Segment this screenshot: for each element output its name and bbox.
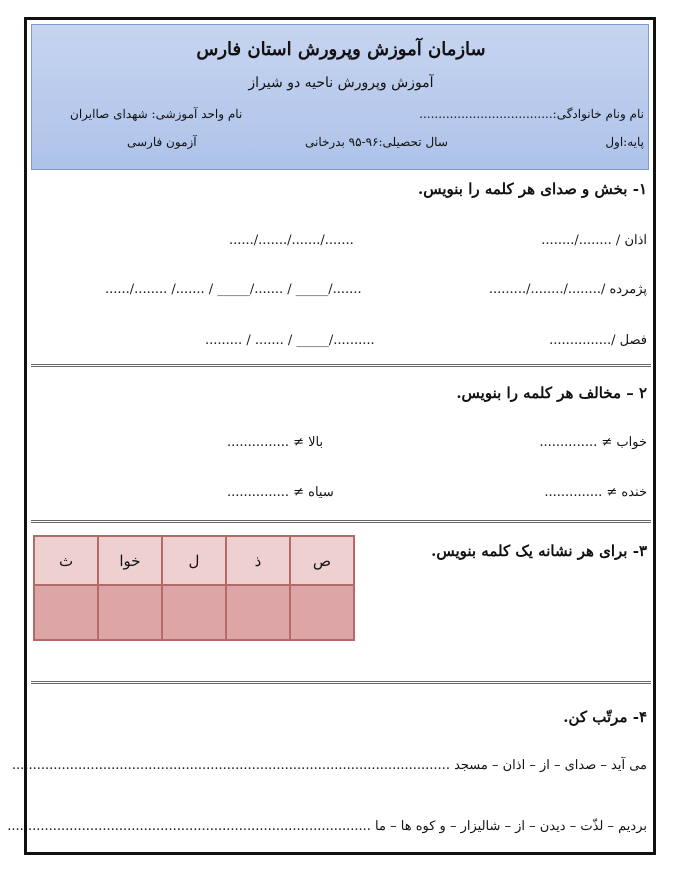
letter-cell: ص [290, 536, 354, 585]
q2-row2-right[interactable]: خنده ≠ .............. [544, 485, 647, 500]
header-title: سازمان آموزش وپرورش استان فارس [196, 39, 486, 60]
separator [31, 364, 651, 367]
q1-line3-left[interactable]: ........../_____ / ....... / ......... [205, 333, 375, 348]
q1-line2-right[interactable]: پژمرده /......../......../......... [488, 282, 647, 297]
letter-cell: خوا [98, 536, 162, 585]
letter-cell: ث [34, 536, 98, 585]
separator [31, 681, 651, 684]
q2-row1-right[interactable]: خواب ≠ .............. [539, 435, 647, 450]
header-box [31, 24, 649, 170]
grade-label: پایه:اول [605, 135, 644, 149]
q4-title: ۴- مرتّب کن. [563, 708, 647, 726]
q2-title: ۲ – مخالف هر کلمه را بنویس. [456, 384, 647, 402]
answer-cell[interactable] [98, 585, 162, 640]
q1-line1-right[interactable]: اذان / ......../........ [541, 233, 647, 248]
letter-cell: ذ [226, 536, 290, 585]
q1-line2-left[interactable]: ......./_____ / ......./_____ / ......./ ......../...... [105, 282, 362, 297]
q1-line1-left[interactable]: ......./......./......./...... [229, 233, 354, 248]
q4-line2[interactable]: بردیم – لذّت – دیدن – از – شالیزار – و کوه ها – ما ........................................................................................ [7, 819, 647, 834]
worksheet-frame [7, 17, 656, 855]
answer-cell[interactable] [226, 585, 290, 640]
q2-row1-left[interactable]: بالا ≠ ............... [227, 435, 324, 450]
letters-table [33, 535, 355, 641]
q3-title: ۳- برای هر نشانه یک کلمه بنویس. [431, 542, 647, 560]
school-name: نام واحد آموزشی: شهدای صاایران [70, 107, 243, 121]
q2-row2-left[interactable]: سیاه ≠ ............... [227, 485, 334, 500]
student-name-field[interactable]: نام ونام خانوادگی:................................... [419, 107, 644, 121]
q1-line3-right[interactable]: فصل /............... [549, 333, 647, 348]
header-subtitle: آموزش وپرورش ناحیه دو شیراز [248, 75, 434, 91]
answer-cell[interactable] [290, 585, 354, 640]
q4-line1[interactable]: می آید – صدای – از – اذان – مسجد .......................................................................................................... [11, 758, 647, 773]
q1-title: ۱- بخش و صدای هر کلمه را بنویس. [418, 180, 647, 198]
letter-cell: ل [162, 536, 226, 585]
answer-cell[interactable] [162, 585, 226, 640]
exam-name: آزمون فارسی [127, 135, 197, 149]
answer-cell[interactable] [34, 585, 98, 640]
separator [31, 520, 651, 523]
school-year: سال تحصیلی:۹۶-۹۵ بدرخانی [305, 135, 448, 149]
